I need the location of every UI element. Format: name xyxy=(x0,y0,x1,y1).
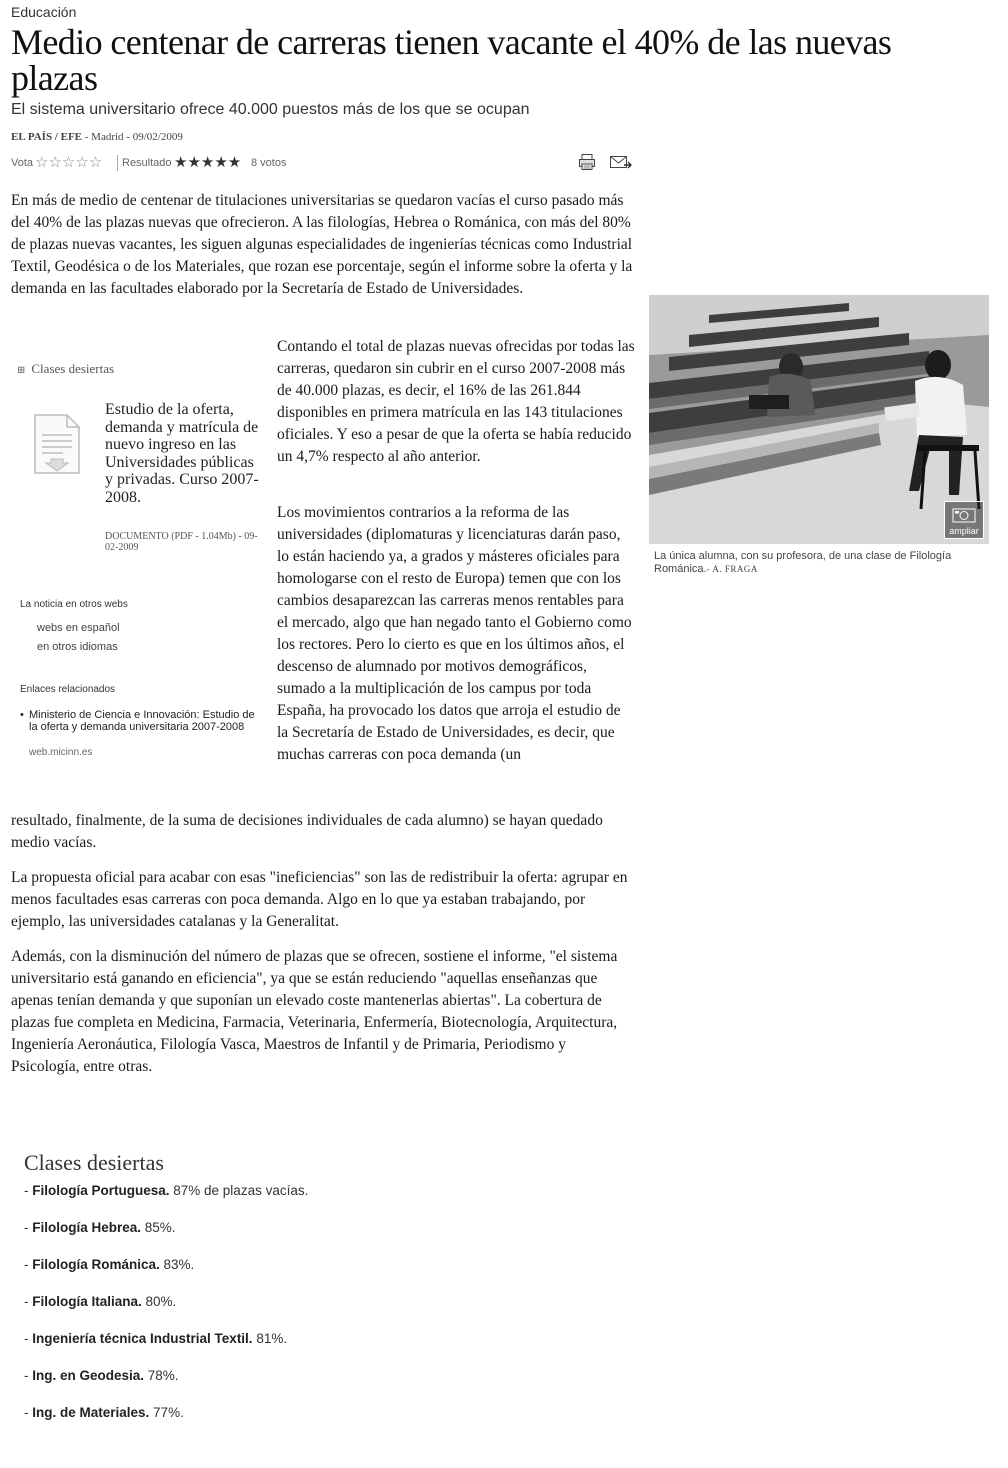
document-section-header[interactable] xyxy=(17,361,114,377)
vote-label: Vota xyxy=(11,157,34,169)
summary-box-title: Clases desiertas xyxy=(24,1150,164,1175)
related-link-source: web.micinn.es xyxy=(29,747,93,758)
zoom-label: ampliar xyxy=(949,526,979,536)
article-paragraph-3: Los movimientos contrarios a la reforma de las universidades (diplomaturas y licenciaturas darán paso, lo están haciendo ya, a grados y másteres oficiales para homologarse con el resto de Europa) temen que con los cambios desaparezcan las carreras menos rentables para el mercado, algo que han negado tanto el Gobierno como los rectores. Pero lo cierto es que en los últimos años, el descenso de alumnado por motivos demográficos, sumado a la multiplicación de los campus por toda España, ha provocado los datos que arroja el estudio de la Secretaría de Estado de Universidades, es decir, que muchas carreras con poca demanda (un xyxy=(277,504,632,763)
result-label: Resultado xyxy=(122,157,172,169)
article-paragraph-4: La propuesta oficial para acabar con esas "ineficiencias" son las de redistribuir la oferta: agrupar en menos facultades esas carreras con poca demanda. Algo en lo que ya estaban trabajando, por ejemplo, las universidades catalanas y la Generalitat. xyxy=(11,869,628,930)
related-link-text[interactable]: Ministerio de Ciencia e Innovación: Estudio de la oferta y demanda universitaria 2007-2008 xyxy=(29,709,255,733)
print-icon[interactable] xyxy=(578,153,596,174)
classroom-photo xyxy=(649,295,989,544)
photo-caption xyxy=(654,550,994,576)
byline-source: EL PAÍS / EFE xyxy=(11,131,83,143)
summary-item: - Filología Portuguesa. 87% de plazas vacías. xyxy=(24,1183,309,1198)
headline: Medio centenar de carreras tienen vacante el 40% de las nuevas plazas xyxy=(11,22,892,98)
rating-bar xyxy=(11,155,633,173)
article-paragraph-1: En más de medio de centenar de titulaciones universitarias se quedaron vacías el curso pasado más del 40% de las plazas nuevas que ofrecieron. A las filologías, Hebrea o Románica, con más del 80% de plazas nuevas vacantes, les siguen algunas especialidades de ingenierías técnicas como Industrial Textil, Geodésica o de los Materiales, que rozan ese porcentaje, según el informe sobre la oferta y la demanda en las facultades elaborado por la Secretaría de Estado de Universidades. xyxy=(11,192,633,297)
byline xyxy=(11,131,183,143)
summary-item: - Ing. en Geodesia. 78%. xyxy=(24,1368,179,1383)
mail-icon[interactable] xyxy=(609,153,633,174)
vote-stars[interactable]: ☆☆☆☆☆ xyxy=(35,154,103,171)
article-paragraph-5: Además, con la disminución del número de plazas que se ofrecen, sostiene el informe, "el sistema universitario está ganando en eficiencia", ya que se están reduciendo "aquellas enseñanzas que apenas tenían demanda y que suponían un elevado coste mantenerlas abiertas". La cobertura de plazas fue completa en Medicina, Farmacia, Veterinaria, Enfermería, Biotecnología, Arquitectura, Ingeniería Aeronáutica, Filología Vasca, Maestros de Infantil y de Primaria, Periodismo y Psicología, entre otras. xyxy=(11,948,618,1075)
summary-item: - Filología Italiana. 80%. xyxy=(24,1294,177,1309)
document-link-title[interactable]: Estudio de la oferta, demanda y matrícula de nuevo ingreso en las Universidades públicas y privadas. Curso 2007-2008. xyxy=(105,401,259,506)
summary-item: - Ing. de Materiales. 77%. xyxy=(24,1405,184,1420)
summary-item: - Ingeniería técnica Industrial Textil. 81%. xyxy=(24,1331,288,1346)
caption-text: La única alumna, con su profesora, de una clase de Filología Románica. xyxy=(654,550,952,575)
webs-other-languages-link[interactable]: en otros idiomas xyxy=(37,641,118,653)
photo-credit: - A. FRAGA xyxy=(706,564,758,574)
other-webs-heading: La noticia en otros webs xyxy=(20,599,128,610)
article-photo[interactable] xyxy=(649,295,989,544)
result-stars: ★★★★★ xyxy=(174,154,242,171)
rating-divider xyxy=(117,155,118,171)
votes-count: 8 votos xyxy=(251,157,287,169)
zoom-button[interactable] xyxy=(944,501,984,539)
bullet-icon: • xyxy=(20,709,24,721)
document-section-title: Clases desiertas xyxy=(31,361,115,376)
subtitle: El sistema universitario ofrece 40.000 puestos más de los que se ocupan xyxy=(11,101,530,118)
summary-item: - Filología Románica. 83%. xyxy=(24,1257,195,1272)
byline-date: - Madrid - 09/02/2009 xyxy=(82,131,183,143)
webs-spanish-link[interactable]: webs en español xyxy=(37,622,120,634)
section-label[interactable]: Educación xyxy=(11,4,77,20)
article-paragraph-2: Contando el total de plazas nuevas ofrecidas por todas las carreras, quedaron sin cubrir en el curso 2007-2008 más de 40.000 plazas, es decir, el 16% de las 261.844 disponibles en primera matrícula en las 143 titulaciones oficiales. Y eso a pesar de que la oferta se había reducido un 4,7% respecto al año anterior. xyxy=(277,338,635,465)
summary-item: - Filología Hebrea. 85%. xyxy=(24,1220,176,1235)
document-meta: DOCUMENTO (PDF - 1.04Mb) - 09-02-2009 xyxy=(105,531,258,553)
expand-icon: ⊞ xyxy=(17,365,26,376)
related-links-heading: Enlaces relacionados xyxy=(20,684,116,695)
document-icon[interactable] xyxy=(33,413,81,480)
article-paragraph-3-continued: resultado, finalmente, de la suma de decisiones individuales de cada alumno) se hayan quedado medio vacías. xyxy=(11,812,603,851)
